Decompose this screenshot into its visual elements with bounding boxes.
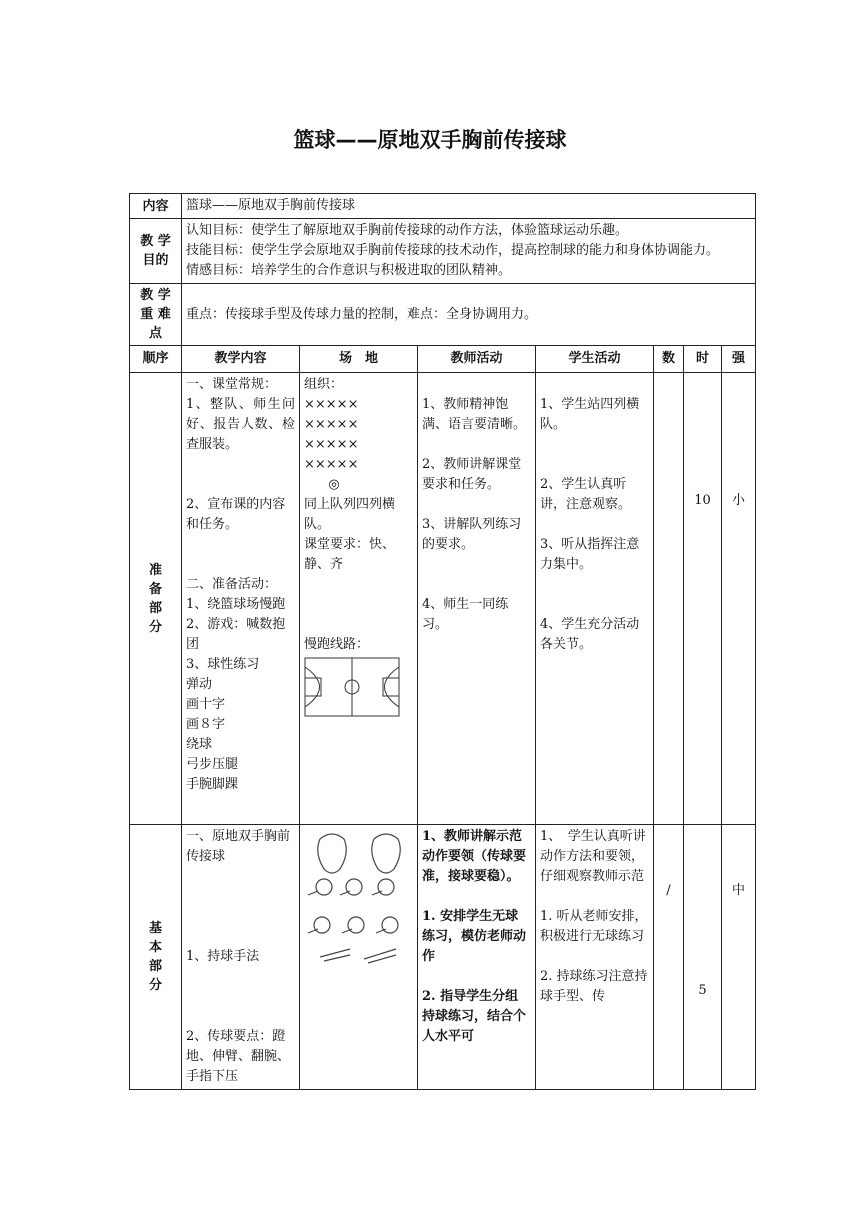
keypoints-row — [130, 284, 756, 346]
prep-row — [130, 373, 756, 825]
header-student: 学生活动 — [536, 346, 654, 373]
teacher-position-icon: ◎ — [328, 477, 340, 492]
passing-technique-illustration — [304, 829, 412, 969]
header-content: 教学内容 — [182, 346, 300, 373]
basic-student: 1、 学生认真听讲动作方法和要领，仔细观察教师示范 1. 听从老师安排，积极进行无球练习 2. 持球练习注意持球手型、传 — [536, 825, 654, 1090]
header-count: 数 — [654, 346, 684, 373]
prep-student: 1、学生站四列横队。 2、学生认真听讲，注意观察。 3、听从指挥注意力集中。 4、学生充分活动各关节。 — [536, 373, 654, 825]
basic-row — [130, 825, 756, 1090]
header-row — [130, 346, 756, 373]
page-title: 篮球——原地双手胸前传接球 — [293, 128, 567, 152]
formation-row: ××××× — [304, 457, 359, 472]
prep-venue: 组织： ××××× ××××× ××××× ××××× ◎ 同上队列四列横队。 课堂要求：快、静、齐 慢跑线路： — [300, 373, 418, 825]
basic-time: 5 — [684, 825, 722, 1090]
content-text: 篮球——原地双手胸前传接球 — [182, 194, 756, 219]
header-time: 时 — [684, 346, 722, 373]
prep-time: 10 — [684, 373, 722, 825]
basic-content: 一、原地双手胸前传接球 1、持球手法 2、传球要点：蹬地、伸臂、翻腕、手指下压 — [182, 825, 300, 1090]
header-venue: 场 地 — [300, 346, 418, 373]
prep-content: 一、课堂常规： 1、整队、师生问好、报告人数、检查服装。 2、宣布课的内容和任务。 二、准备活动： 1、绕篮球场慢跑 2、游戏：喊数抱团 3、球性练习 弹动 画十字 画８字 绕球 弓步压腿 手腕脚踝 — [182, 373, 300, 825]
content-label: 内容 — [130, 194, 182, 219]
lesson-plan-table — [129, 193, 756, 1090]
prep-count — [654, 373, 684, 825]
prep-label: 准 备 部 分 — [130, 373, 182, 825]
keypoints-label: 教 学 重 难 点 — [130, 284, 182, 346]
keypoints-text: 重点：传接球手型及传球力量的控制，难点：全身协调用力。 — [182, 284, 756, 346]
header-teacher: 教师活动 — [418, 346, 536, 373]
formation-row: ××××× — [304, 437, 359, 452]
basic-intensity: 中 — [722, 825, 756, 1090]
basketball-court-diagram — [304, 657, 400, 717]
basic-teacher: 1、教师讲解示范动作要领（传球要准，接球要稳）。 1. 安排学生无球练习，模仿老师动作 2. 指导学生分组持球练习，结合个人水平可 — [418, 825, 536, 1090]
header-order: 顺序 — [130, 346, 182, 373]
prep-intensity: 小 — [722, 373, 756, 825]
basic-label: 基 本 部 分 — [130, 825, 182, 1090]
formation-row: ××××× — [304, 417, 359, 432]
content-row — [130, 194, 756, 219]
goals-label: 教 学 目的 — [130, 219, 182, 284]
formation-row: ××××× — [304, 397, 359, 412]
goals-text: 认知目标：使学生了解原地双手胸前传接球的动作方法，体验篮球运动乐趣。 技能目标：使学生学会原地双手胸前传接球的技术动作，提高控制球的能力和身体协调能力。 情感目标：培养学生的合作意识与积极进取的团队精神。 — [182, 219, 756, 284]
prep-teacher: 1、教师精神饱满、语言要清晰。 2、教师讲解课堂要求和任务。 3、讲解队列练习的要求。 4、师生一同练习。 — [418, 373, 536, 825]
goals-row — [130, 219, 756, 284]
basic-venue — [300, 825, 418, 1090]
header-intensity: 强 — [722, 346, 756, 373]
basic-count: / — [654, 825, 684, 1090]
